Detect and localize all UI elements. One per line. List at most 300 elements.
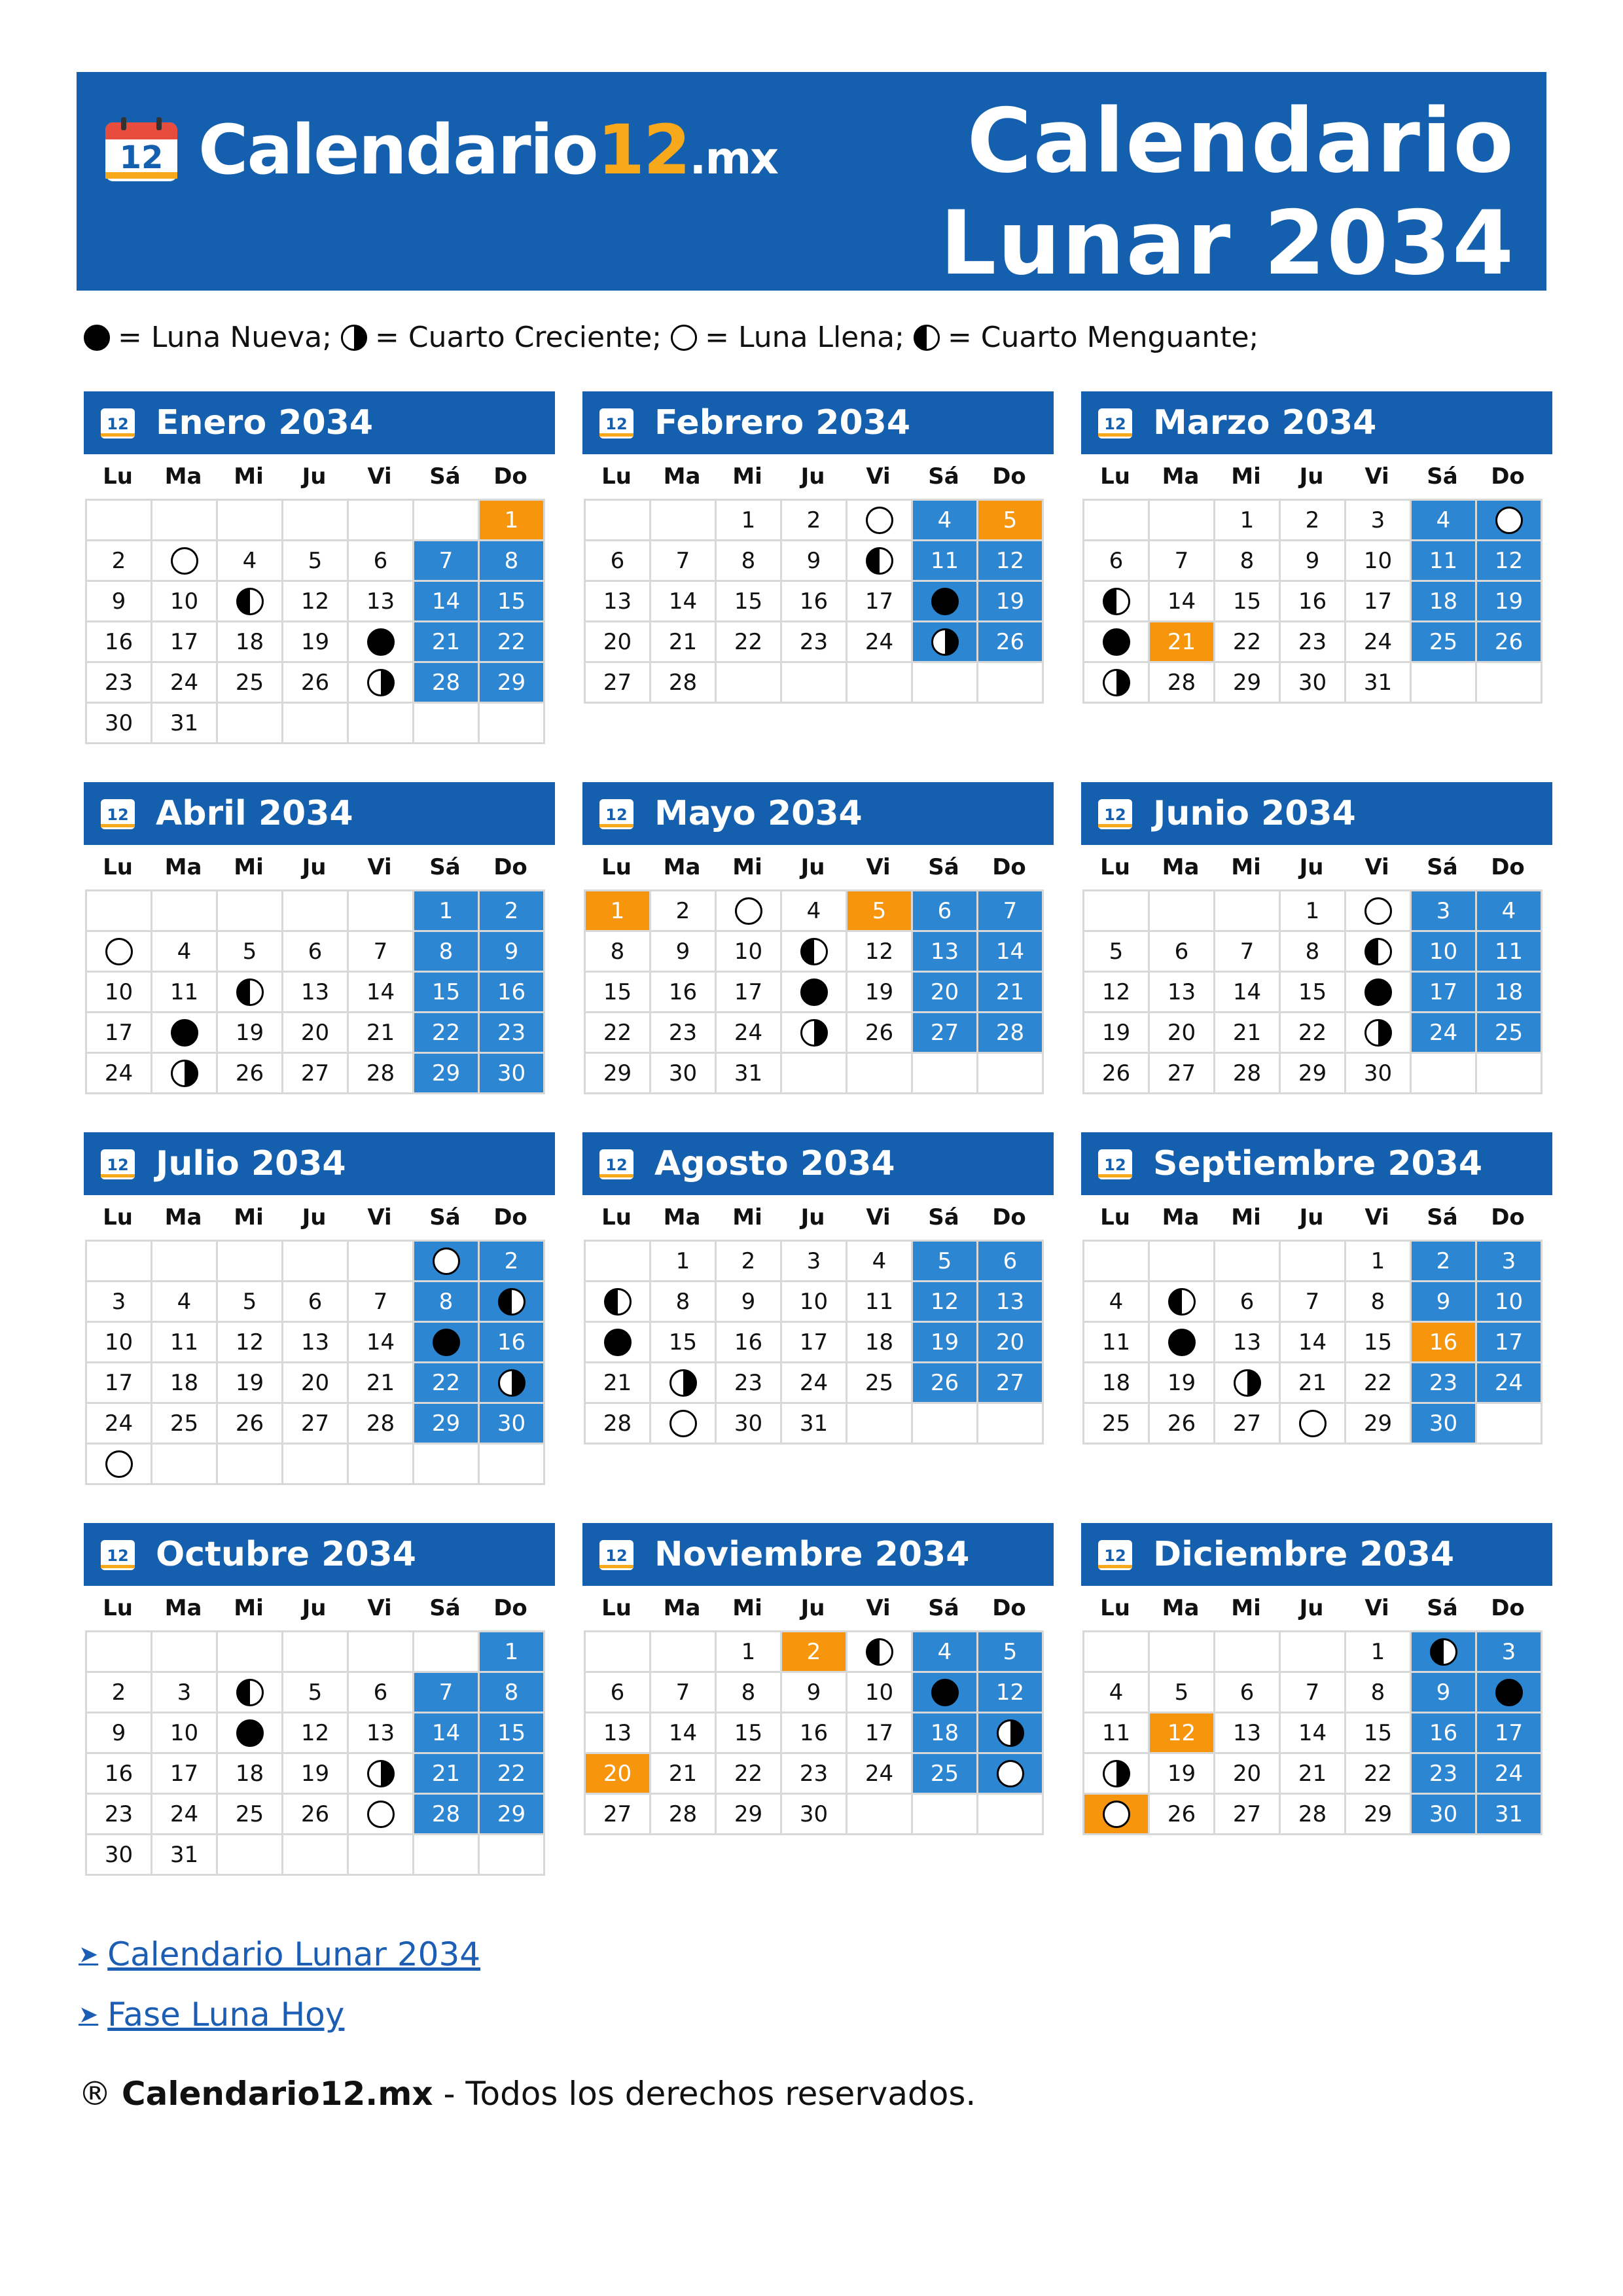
day-cell[interactable] [1084, 1754, 1150, 1795]
day-cell[interactable]: 1 [1346, 1242, 1412, 1282]
month-header[interactable] [84, 391, 555, 454]
day-cell[interactable] [87, 1444, 152, 1485]
day-cell[interactable]: 5 [978, 1632, 1044, 1673]
day-cell[interactable]: 13 [349, 582, 414, 622]
day-cell[interactable]: 9 [480, 932, 545, 973]
day-cell[interactable]: 24 [1477, 1754, 1543, 1795]
link-fase-luna-hoy[interactable] [79, 1984, 480, 2045]
day-cell[interactable]: 8 [651, 1282, 717, 1323]
day-cell[interactable] [1084, 582, 1150, 622]
day-cell[interactable] [978, 1754, 1044, 1795]
day-cell[interactable]: 11 [913, 541, 978, 582]
day-cell[interactable]: 16 [480, 1323, 545, 1363]
day-cell[interactable]: 12 [913, 1282, 978, 1323]
day-cell[interactable]: 22 [480, 1754, 545, 1795]
day-cell[interactable]: 22 [717, 1754, 782, 1795]
month-header[interactable] [84, 1523, 555, 1586]
day-cell[interactable]: 30 [87, 1835, 152, 1876]
day-cell[interactable]: 25 [913, 1754, 978, 1795]
day-cell[interactable]: 20 [913, 973, 978, 1013]
day-cell[interactable]: 10 [782, 1282, 847, 1323]
day-cell[interactable]: 22 [1346, 1754, 1412, 1795]
day-cell[interactable]: 12 [1477, 541, 1543, 582]
day-cell[interactable]: 2 [651, 891, 717, 932]
day-cell[interactable]: 27 [1215, 1795, 1281, 1835]
day-cell[interactable]: 10 [1477, 1282, 1543, 1323]
day-cell[interactable]: 17 [152, 1754, 218, 1795]
day-cell[interactable]: 14 [651, 1713, 717, 1754]
day-cell[interactable]: 21 [349, 1013, 414, 1054]
day-cell[interactable]: 5 [1150, 1673, 1215, 1713]
day-cell[interactable]: 26 [218, 1404, 283, 1444]
day-cell[interactable]: 23 [1281, 622, 1346, 663]
day-cell[interactable]: 25 [218, 663, 283, 704]
day-cell[interactable]: 4 [1084, 1282, 1150, 1323]
day-cell[interactable]: 7 [1281, 1282, 1346, 1323]
day-cell[interactable] [349, 663, 414, 704]
day-cell[interactable]: 7 [978, 891, 1044, 932]
day-cell[interactable]: 31 [1346, 663, 1412, 704]
day-cell[interactable]: 30 [480, 1054, 545, 1094]
day-cell[interactable]: 24 [717, 1013, 782, 1054]
day-cell[interactable]: 9 [782, 541, 847, 582]
day-cell[interactable]: 13 [913, 932, 978, 973]
day-cell[interactable] [152, 1054, 218, 1094]
day-cell[interactable]: 5 [847, 891, 913, 932]
day-cell[interactable]: 2 [87, 541, 152, 582]
day-cell[interactable]: 17 [87, 1363, 152, 1404]
day-cell[interactable]: 6 [1084, 541, 1150, 582]
day-cell[interactable]: 14 [1215, 973, 1281, 1013]
day-cell[interactable]: 29 [1346, 1404, 1412, 1444]
day-cell[interactable]: 31 [152, 1835, 218, 1876]
day-cell[interactable]: 8 [1346, 1673, 1412, 1713]
day-cell[interactable]: 16 [651, 973, 717, 1013]
day-cell[interactable]: 2 [1281, 501, 1346, 541]
day-cell[interactable]: 4 [152, 1282, 218, 1323]
day-cell[interactable]: 13 [586, 582, 651, 622]
day-cell[interactable]: 29 [1346, 1795, 1412, 1835]
day-cell[interactable]: 10 [1346, 541, 1412, 582]
day-cell[interactable]: 27 [283, 1054, 349, 1094]
month-header[interactable] [84, 1132, 555, 1195]
day-cell[interactable]: 15 [414, 973, 480, 1013]
day-cell[interactable]: 26 [218, 1054, 283, 1094]
day-cell[interactable]: 8 [1215, 541, 1281, 582]
day-cell[interactable]: 8 [480, 1673, 545, 1713]
month-header[interactable] [1081, 391, 1552, 454]
day-cell[interactable]: 2 [480, 1242, 545, 1282]
day-cell[interactable]: 23 [1412, 1754, 1477, 1795]
day-cell[interactable]: 28 [1281, 1795, 1346, 1835]
day-cell[interactable]: 26 [913, 1363, 978, 1404]
day-cell[interactable]: 4 [847, 1242, 913, 1282]
month-header[interactable] [84, 782, 555, 845]
day-cell[interactable]: 18 [1084, 1363, 1150, 1404]
day-cell[interactable]: 21 [1281, 1363, 1346, 1404]
day-cell[interactable]: 14 [414, 1713, 480, 1754]
day-cell[interactable]: 30 [87, 704, 152, 744]
day-cell[interactable] [1150, 1323, 1215, 1363]
day-cell[interactable]: 4 [152, 932, 218, 973]
day-cell[interactable]: 16 [1412, 1713, 1477, 1754]
day-cell[interactable]: 16 [87, 622, 152, 663]
site-logo[interactable] [103, 110, 777, 190]
month-header[interactable] [582, 1132, 1054, 1195]
day-cell[interactable] [1346, 932, 1412, 973]
day-cell[interactable]: 6 [349, 1673, 414, 1713]
day-cell[interactable]: 4 [913, 501, 978, 541]
day-cell[interactable]: 7 [651, 541, 717, 582]
day-cell[interactable]: 14 [1150, 582, 1215, 622]
day-cell[interactable] [480, 1282, 545, 1323]
day-cell[interactable] [152, 541, 218, 582]
day-cell[interactable]: 24 [782, 1363, 847, 1404]
day-cell[interactable]: 29 [586, 1054, 651, 1094]
day-cell[interactable]: 28 [414, 663, 480, 704]
day-cell[interactable]: 16 [717, 1323, 782, 1363]
day-cell[interactable]: 21 [978, 973, 1044, 1013]
day-cell[interactable]: 8 [717, 541, 782, 582]
day-cell[interactable]: 24 [1346, 622, 1412, 663]
day-cell[interactable]: 25 [218, 1795, 283, 1835]
day-cell[interactable]: 1 [1346, 1632, 1412, 1673]
day-cell[interactable]: 25 [1412, 622, 1477, 663]
day-cell[interactable]: 1 [480, 1632, 545, 1673]
day-cell[interactable]: 18 [913, 1713, 978, 1754]
day-cell[interactable]: 7 [414, 1673, 480, 1713]
day-cell[interactable]: 26 [1084, 1054, 1150, 1094]
day-cell[interactable]: 10 [87, 1323, 152, 1363]
day-cell[interactable]: 8 [1281, 932, 1346, 973]
day-cell[interactable]: 5 [913, 1242, 978, 1282]
day-cell[interactable]: 5 [218, 1282, 283, 1323]
day-cell[interactable]: 29 [414, 1404, 480, 1444]
day-cell[interactable]: 17 [847, 1713, 913, 1754]
day-cell[interactable]: 26 [1150, 1795, 1215, 1835]
day-cell[interactable]: 3 [87, 1282, 152, 1323]
day-cell[interactable]: 20 [1215, 1754, 1281, 1795]
day-cell[interactable]: 20 [978, 1323, 1044, 1363]
day-cell[interactable] [1477, 501, 1543, 541]
day-cell[interactable]: 9 [1281, 541, 1346, 582]
day-cell[interactable]: 25 [1084, 1404, 1150, 1444]
day-cell[interactable]: 18 [847, 1323, 913, 1363]
day-cell[interactable]: 19 [283, 1754, 349, 1795]
day-cell[interactable]: 28 [414, 1795, 480, 1835]
day-cell[interactable]: 2 [717, 1242, 782, 1282]
day-cell[interactable]: 17 [1346, 582, 1412, 622]
day-cell[interactable]: 29 [480, 1795, 545, 1835]
day-cell[interactable]: 4 [913, 1632, 978, 1673]
day-cell[interactable]: 30 [1281, 663, 1346, 704]
day-cell[interactable]: 24 [847, 622, 913, 663]
day-cell[interactable]: 12 [847, 932, 913, 973]
day-cell[interactable]: 19 [218, 1363, 283, 1404]
day-cell[interactable] [414, 1323, 480, 1363]
day-cell[interactable]: 9 [1412, 1673, 1477, 1713]
day-cell[interactable]: 8 [414, 932, 480, 973]
day-cell[interactable]: 27 [978, 1363, 1044, 1404]
day-cell[interactable]: 3 [1412, 891, 1477, 932]
day-cell[interactable]: 8 [1346, 1282, 1412, 1323]
day-cell[interactable]: 17 [782, 1323, 847, 1363]
day-cell[interactable]: 22 [1215, 622, 1281, 663]
day-cell[interactable]: 7 [414, 541, 480, 582]
day-cell[interactable]: 31 [782, 1404, 847, 1444]
day-cell[interactable] [218, 973, 283, 1013]
day-cell[interactable]: 2 [480, 891, 545, 932]
day-cell[interactable]: 1 [651, 1242, 717, 1282]
day-cell[interactable]: 16 [87, 1754, 152, 1795]
day-cell[interactable]: 6 [1150, 932, 1215, 973]
day-cell[interactable]: 28 [1150, 663, 1215, 704]
day-cell[interactable]: 26 [847, 1013, 913, 1054]
day-cell[interactable]: 22 [414, 1363, 480, 1404]
day-cell[interactable]: 11 [1412, 541, 1477, 582]
day-cell[interactable]: 22 [1346, 1363, 1412, 1404]
day-cell[interactable] [586, 1282, 651, 1323]
day-cell[interactable]: 28 [978, 1013, 1044, 1054]
day-cell[interactable]: 23 [782, 622, 847, 663]
day-cell[interactable] [87, 932, 152, 973]
day-cell[interactable]: 27 [1150, 1054, 1215, 1094]
day-cell[interactable]: 12 [283, 582, 349, 622]
day-cell[interactable]: 19 [913, 1323, 978, 1363]
day-cell[interactable] [414, 1242, 480, 1282]
day-cell[interactable]: 15 [651, 1323, 717, 1363]
day-cell[interactable]: 8 [717, 1673, 782, 1713]
day-cell[interactable] [1346, 891, 1412, 932]
day-cell[interactable] [1281, 1404, 1346, 1444]
day-cell[interactable]: 30 [651, 1054, 717, 1094]
day-cell[interactable]: 5 [283, 1673, 349, 1713]
day-cell[interactable]: 6 [349, 541, 414, 582]
day-cell[interactable] [913, 622, 978, 663]
day-cell[interactable]: 20 [1150, 1013, 1215, 1054]
day-cell[interactable]: 18 [152, 1363, 218, 1404]
day-cell[interactable]: 19 [218, 1013, 283, 1054]
day-cell[interactable]: 19 [1084, 1013, 1150, 1054]
day-cell[interactable]: 9 [1412, 1282, 1477, 1323]
day-cell[interactable]: 20 [283, 1013, 349, 1054]
day-cell[interactable]: 22 [414, 1013, 480, 1054]
day-cell[interactable]: 7 [1281, 1673, 1346, 1713]
day-cell[interactable]: 18 [218, 1754, 283, 1795]
day-cell[interactable]: 13 [1150, 973, 1215, 1013]
day-cell[interactable]: 13 [978, 1282, 1044, 1323]
day-cell[interactable]: 23 [1412, 1363, 1477, 1404]
day-cell[interactable]: 14 [978, 932, 1044, 973]
day-cell[interactable]: 6 [913, 891, 978, 932]
month-header[interactable] [582, 782, 1054, 845]
day-cell[interactable]: 5 [1084, 932, 1150, 973]
day-cell[interactable]: 9 [717, 1282, 782, 1323]
day-cell[interactable]: 1 [717, 501, 782, 541]
day-cell[interactable]: 14 [414, 582, 480, 622]
day-cell[interactable] [782, 973, 847, 1013]
day-cell[interactable]: 30 [1346, 1054, 1412, 1094]
day-cell[interactable]: 9 [87, 582, 152, 622]
day-cell[interactable]: 3 [1346, 501, 1412, 541]
day-cell[interactable]: 21 [586, 1363, 651, 1404]
day-cell[interactable]: 17 [87, 1013, 152, 1054]
day-cell[interactable]: 22 [586, 1013, 651, 1054]
day-cell[interactable]: 26 [1477, 622, 1543, 663]
day-cell[interactable]: 24 [1412, 1013, 1477, 1054]
day-cell[interactable] [782, 932, 847, 973]
day-cell[interactable]: 8 [414, 1282, 480, 1323]
day-cell[interactable]: 4 [1084, 1673, 1150, 1713]
day-cell[interactable]: 23 [480, 1013, 545, 1054]
day-cell[interactable]: 31 [1477, 1795, 1543, 1835]
day-cell[interactable]: 19 [1150, 1754, 1215, 1795]
day-cell[interactable]: 10 [717, 932, 782, 973]
day-cell[interactable]: 8 [480, 541, 545, 582]
day-cell[interactable]: 6 [1215, 1673, 1281, 1713]
day-cell[interactable]: 20 [283, 1363, 349, 1404]
day-cell[interactable]: 27 [1215, 1404, 1281, 1444]
month-header[interactable] [582, 1523, 1054, 1586]
day-cell[interactable]: 21 [414, 622, 480, 663]
day-cell[interactable]: 24 [847, 1754, 913, 1795]
day-cell[interactable]: 24 [1477, 1363, 1543, 1404]
day-cell[interactable]: 6 [1215, 1282, 1281, 1323]
day-cell[interactable]: 22 [1281, 1013, 1346, 1054]
day-cell[interactable]: 10 [152, 1713, 218, 1754]
day-cell[interactable]: 17 [1477, 1323, 1543, 1363]
day-cell[interactable]: 27 [913, 1013, 978, 1054]
day-cell[interactable]: 26 [978, 622, 1044, 663]
day-cell[interactable]: 11 [1084, 1323, 1150, 1363]
day-cell[interactable]: 17 [717, 973, 782, 1013]
day-cell[interactable]: 6 [283, 1282, 349, 1323]
day-cell[interactable]: 30 [1412, 1404, 1477, 1444]
day-cell[interactable] [1084, 663, 1150, 704]
day-cell[interactable]: 13 [349, 1713, 414, 1754]
day-cell[interactable]: 30 [480, 1404, 545, 1444]
day-cell[interactable]: 13 [1215, 1713, 1281, 1754]
day-cell[interactable]: 15 [586, 973, 651, 1013]
day-cell[interactable]: 7 [349, 1282, 414, 1323]
day-cell[interactable]: 11 [152, 973, 218, 1013]
day-cell[interactable]: 11 [152, 1323, 218, 1363]
day-cell[interactable] [349, 622, 414, 663]
day-cell[interactable]: 6 [978, 1242, 1044, 1282]
day-cell[interactable]: 15 [1215, 582, 1281, 622]
day-cell[interactable] [913, 1673, 978, 1713]
day-cell[interactable]: 23 [782, 1754, 847, 1795]
day-cell[interactable]: 19 [1477, 582, 1543, 622]
day-cell[interactable]: 16 [782, 582, 847, 622]
day-cell[interactable]: 16 [1412, 1323, 1477, 1363]
month-header[interactable] [1081, 1132, 1552, 1195]
day-cell[interactable]: 22 [480, 622, 545, 663]
day-cell[interactable]: 30 [782, 1795, 847, 1835]
day-cell[interactable]: 29 [1215, 663, 1281, 704]
day-cell[interactable]: 2 [87, 1673, 152, 1713]
day-cell[interactable]: 16 [1281, 582, 1346, 622]
day-cell[interactable] [1412, 1632, 1477, 1673]
day-cell[interactable]: 29 [414, 1054, 480, 1094]
day-cell[interactable] [218, 1713, 283, 1754]
day-cell[interactable]: 7 [1150, 541, 1215, 582]
day-cell[interactable]: 30 [1412, 1795, 1477, 1835]
day-cell[interactable]: 17 [1477, 1713, 1543, 1754]
day-cell[interactable]: 9 [782, 1673, 847, 1713]
day-cell[interactable]: 19 [1150, 1363, 1215, 1404]
day-cell[interactable] [847, 501, 913, 541]
day-cell[interactable]: 29 [1281, 1054, 1346, 1094]
day-cell[interactable]: 1 [717, 1632, 782, 1673]
day-cell[interactable]: 29 [717, 1795, 782, 1835]
day-cell[interactable]: 5 [978, 501, 1044, 541]
day-cell[interactable]: 7 [349, 932, 414, 973]
day-cell[interactable]: 18 [218, 622, 283, 663]
day-cell[interactable]: 9 [651, 932, 717, 973]
day-cell[interactable]: 17 [1412, 973, 1477, 1013]
day-cell[interactable]: 27 [586, 663, 651, 704]
day-cell[interactable]: 28 [349, 1404, 414, 1444]
day-cell[interactable]: 23 [717, 1363, 782, 1404]
day-cell[interactable]: 10 [152, 582, 218, 622]
day-cell[interactable]: 13 [283, 973, 349, 1013]
month-header[interactable] [582, 391, 1054, 454]
day-cell[interactable]: 28 [586, 1404, 651, 1444]
day-cell[interactable]: 13 [1215, 1323, 1281, 1363]
day-cell[interactable]: 12 [1084, 973, 1150, 1013]
day-cell[interactable]: 8 [586, 932, 651, 973]
day-cell[interactable] [847, 1632, 913, 1673]
day-cell[interactable]: 27 [586, 1795, 651, 1835]
day-cell[interactable]: 30 [717, 1404, 782, 1444]
day-cell[interactable]: 4 [218, 541, 283, 582]
day-cell[interactable] [349, 1795, 414, 1835]
day-cell[interactable]: 18 [1477, 973, 1543, 1013]
day-cell[interactable]: 12 [978, 541, 1044, 582]
day-cell[interactable]: 14 [349, 973, 414, 1013]
day-cell[interactable]: 28 [651, 663, 717, 704]
day-cell[interactable] [1346, 973, 1412, 1013]
day-cell[interactable] [1084, 622, 1150, 663]
day-cell[interactable]: 11 [1084, 1713, 1150, 1754]
day-cell[interactable]: 17 [152, 622, 218, 663]
day-cell[interactable]: 15 [1281, 973, 1346, 1013]
day-cell[interactable]: 15 [717, 1713, 782, 1754]
day-cell[interactable]: 24 [87, 1054, 152, 1094]
day-cell[interactable]: 21 [651, 1754, 717, 1795]
day-cell[interactable]: 2 [782, 1632, 847, 1673]
day-cell[interactable]: 25 [1477, 1013, 1543, 1054]
day-cell[interactable]: 21 [414, 1754, 480, 1795]
day-cell[interactable]: 6 [283, 932, 349, 973]
day-cell[interactable]: 26 [1150, 1404, 1215, 1444]
day-cell[interactable]: 21 [349, 1363, 414, 1404]
day-cell[interactable]: 3 [152, 1673, 218, 1713]
day-cell[interactable]: 16 [480, 973, 545, 1013]
day-cell[interactable] [1215, 1363, 1281, 1404]
day-cell[interactable]: 1 [1215, 501, 1281, 541]
day-cell[interactable]: 29 [480, 663, 545, 704]
day-cell[interactable]: 15 [1346, 1713, 1412, 1754]
day-cell[interactable]: 11 [847, 1282, 913, 1323]
day-cell[interactable] [152, 1013, 218, 1054]
day-cell[interactable]: 31 [152, 704, 218, 744]
day-cell[interactable]: 12 [1150, 1713, 1215, 1754]
day-cell[interactable]: 10 [847, 1673, 913, 1713]
day-cell[interactable]: 1 [414, 891, 480, 932]
day-cell[interactable]: 15 [480, 1713, 545, 1754]
